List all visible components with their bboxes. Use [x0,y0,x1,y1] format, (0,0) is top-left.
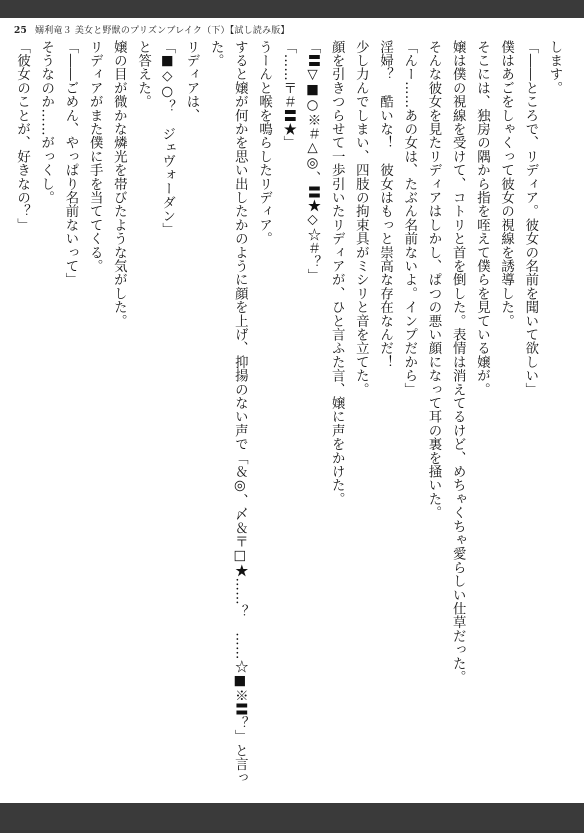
page-header [14,23,290,36]
text-line: そんな彼女を見たリディアはしかし、ぱつの悪い顔になって耳の裏を掻いた。 [425,40,441,520]
text-line: 「んー……あの女は、たぶん名前ないよ。インプだから」 [401,40,417,397]
text-line: リディアは、 [183,40,199,123]
text-line: 「――ところで、リディア。彼女の名前を聞いて欲しい」 [522,40,538,397]
text-line: 嬢の目が微かな燐光を帯びたような気がした。 [111,40,127,328]
viewer-top-bar [0,0,584,18]
running-title: 嫋利竜３ 美女と野獣のプリズンブレイク（下）【試し読み版】 [35,26,290,36]
text-line: 「――ごめん、やっぱり名前ないって」 [62,40,78,287]
text-line: そうなのか……がっくし。 [38,40,54,205]
text-line: と答えた。 [135,40,151,109]
text-line: 「〓▽■○※＃△◎、〓★◇☆＃？」 [304,40,320,283]
text-line: 少し力んでしまい、四肢の拘束具がミシリと音を立てた。 [353,40,369,397]
page-number: 25 [14,26,27,36]
text-line: します。 [547,40,562,95]
text-line: 「■◇○？ ジェヴォーダン」 [159,40,175,237]
text-line: 淫婦？ 酷いな！ 彼女はもっと崇高な存在なんだ！ [377,40,393,369]
book-page [0,18,584,803]
text-line: 「彼女のことが、好きなの？」 [14,40,30,232]
viewer-bottom-bar [0,803,584,833]
text-line: 僕はあごをしゃくって彼女の視線を誘導した。 [498,40,514,328]
text-line: リディアがまた僕に手を当ててくる。 [87,40,103,273]
text-line: そこには、独房の隅から指を咥えて僕らを見ている嬢が。 [474,40,490,397]
text-line: うーんと喉を鳴らしたリディア。 [256,40,272,246]
text-line: 「……〒＃〓★」 [280,40,296,150]
text-line: すると嬢が何かを思い出したかのように顔を上げ、抑揚のない声で「＆◎、〆＆〒□★……？ ……☆■※〓？」と言った。 [208,40,248,785]
text-line: 嬢は僕の視線を受けて、コトリと首を倒した。表情は消えてるけど、めちゃくちゃ愛らしい仕草だった。 [450,40,466,684]
text-line: 顔を引きつらせて一歩引いたリディアが、ひと言ふた言、嬢に声をかけた。 [329,40,345,506]
vertical-body-text [9,40,566,790]
